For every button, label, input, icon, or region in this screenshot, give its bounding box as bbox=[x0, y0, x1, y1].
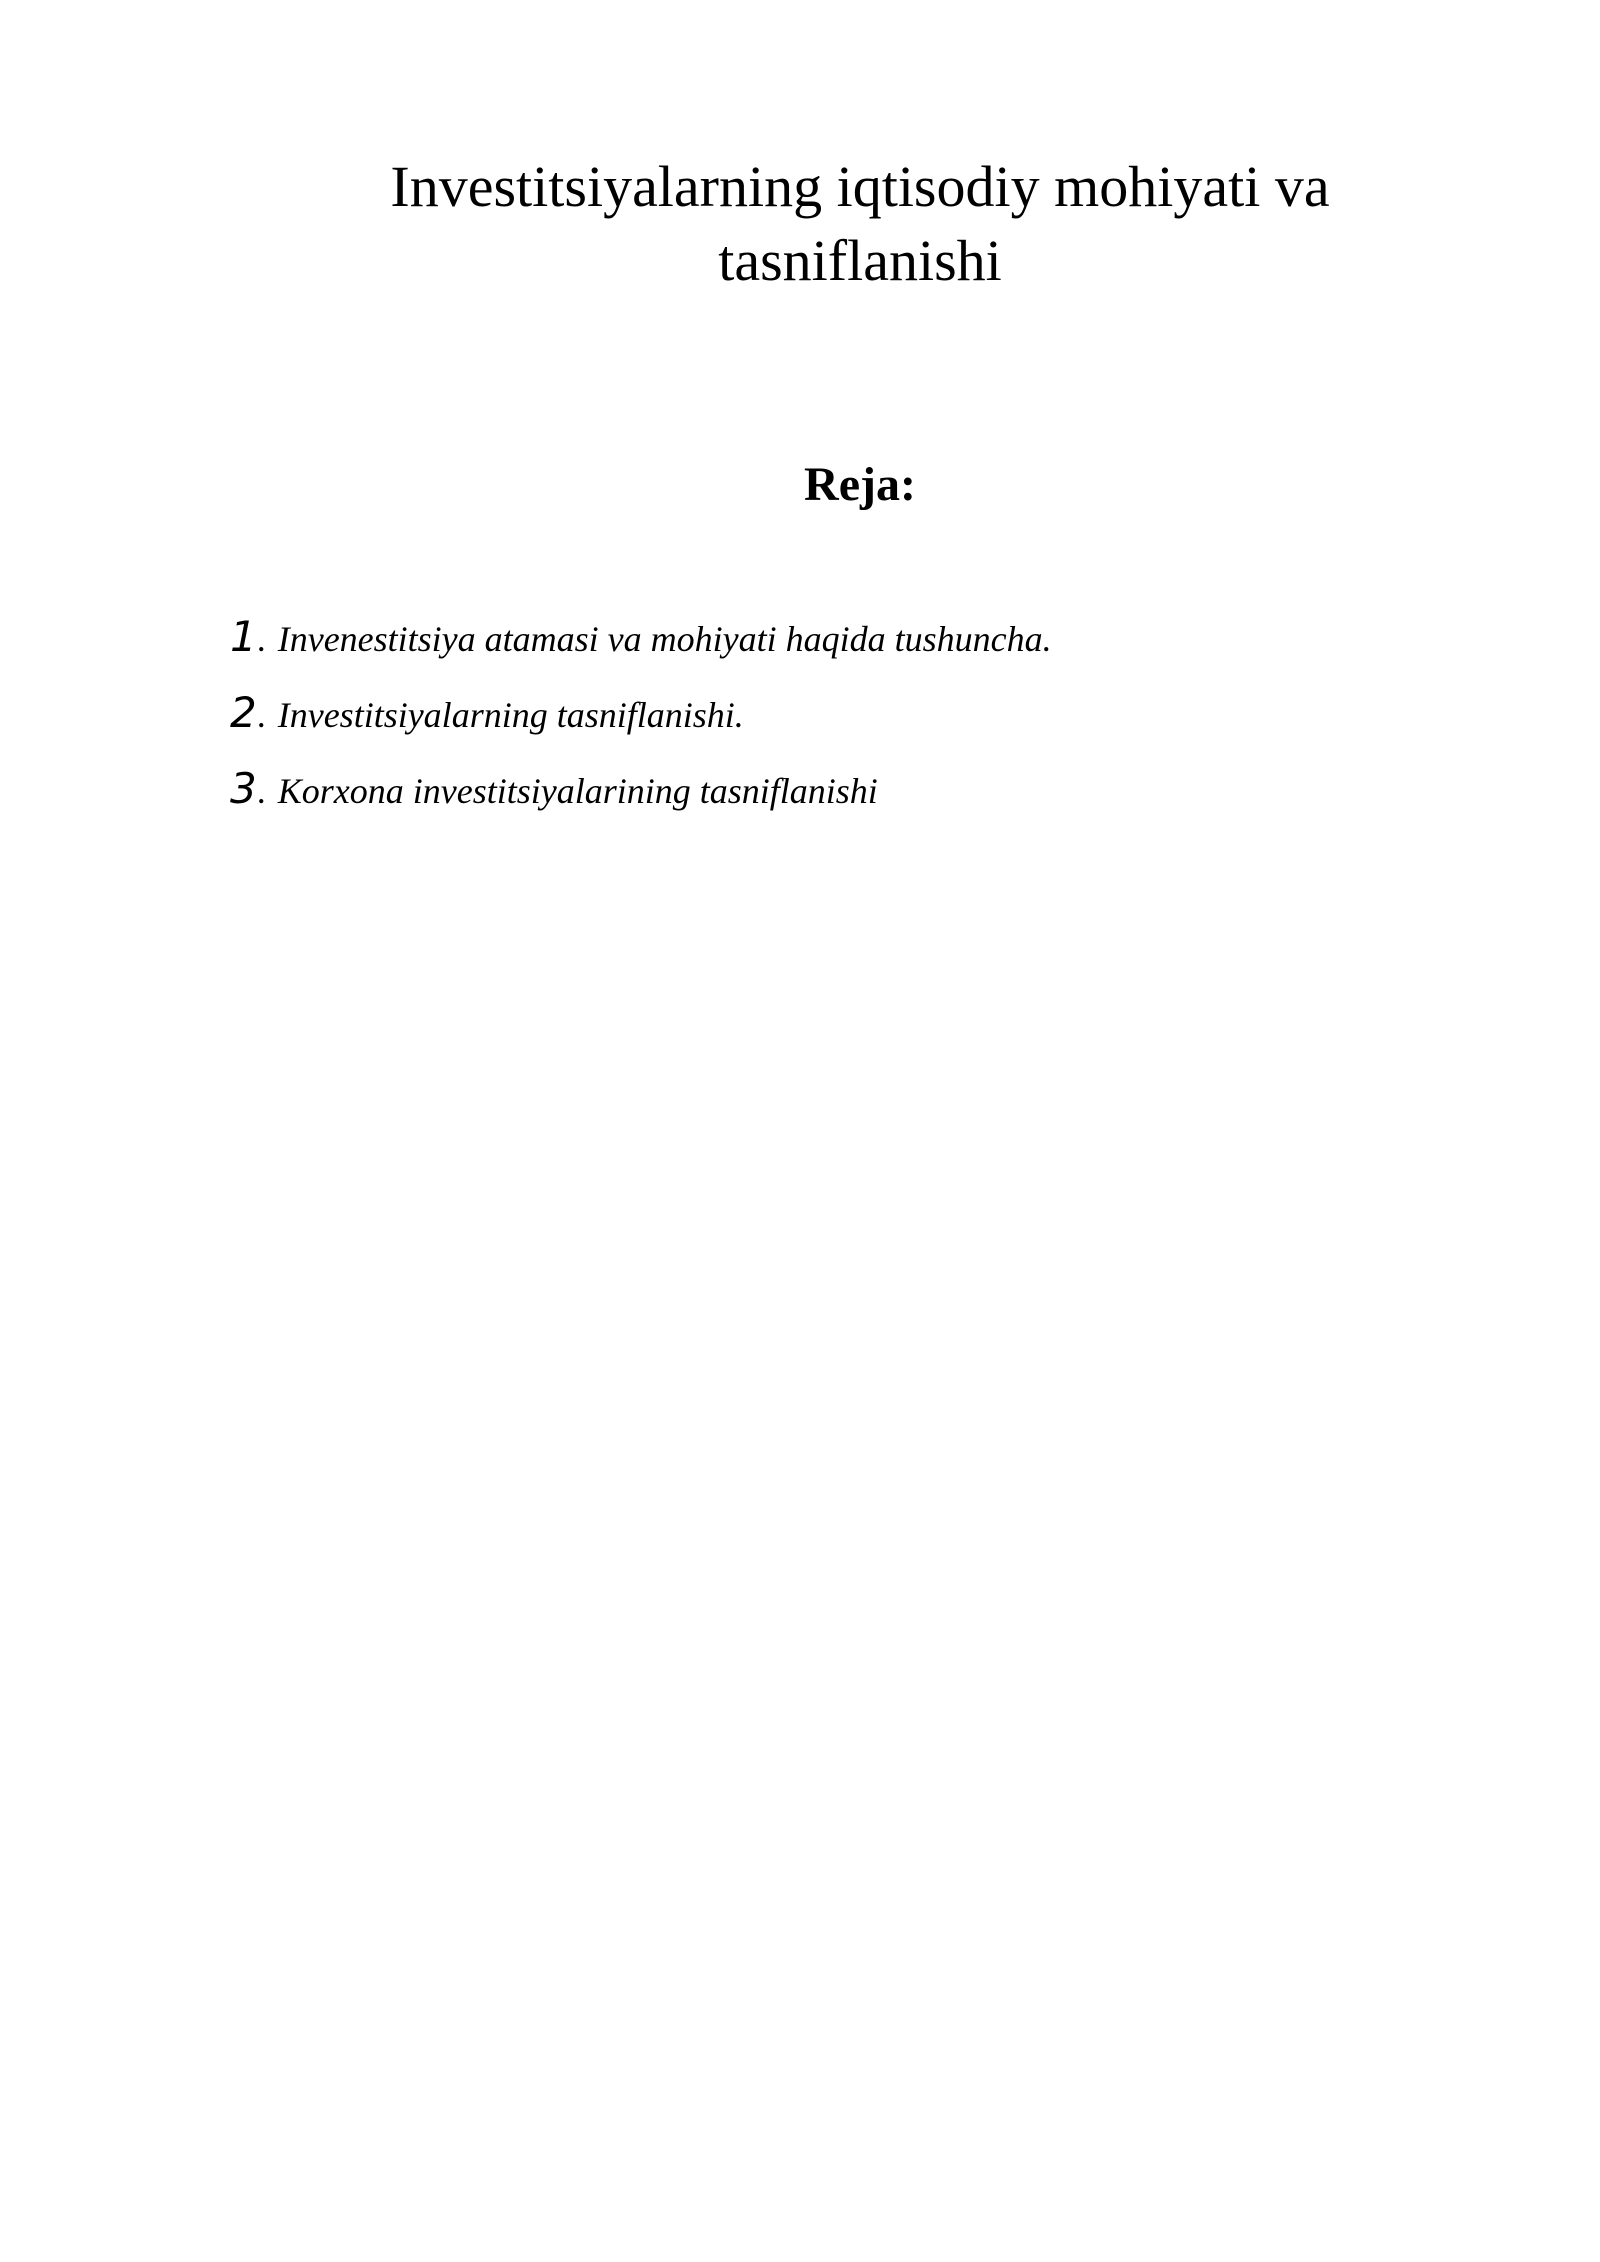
plan-item-number: 3 bbox=[230, 764, 257, 813]
plan-item-1 bbox=[230, 612, 1430, 688]
plan-item-number: 1 bbox=[230, 612, 257, 661]
document-title bbox=[360, 150, 1360, 298]
plan-item-text: Investitsiyalarning tasniflanishi. bbox=[277, 695, 744, 735]
plan-item-dot: . bbox=[256, 619, 266, 659]
plan-item-number: 2 bbox=[230, 688, 257, 737]
title-line-2: tasniflanishi bbox=[718, 228, 1002, 293]
plan-item-3 bbox=[230, 764, 1430, 840]
plan-item-text: Korxona investitsiyalarining tasniflanishi bbox=[277, 771, 878, 811]
title-line-1: Investitsiyalarning iqtisodiy mohiyati va bbox=[390, 154, 1330, 219]
plan-list bbox=[230, 612, 1430, 840]
plan-item-dot: . bbox=[256, 695, 266, 735]
plan-item-dot: . bbox=[256, 771, 266, 811]
plan-item-2 bbox=[230, 688, 1430, 764]
plan-heading: Reja: bbox=[804, 458, 916, 511]
plan-item-text: Invenestitsiya atamasi va mohiyati haqida tushuncha. bbox=[277, 619, 1052, 659]
